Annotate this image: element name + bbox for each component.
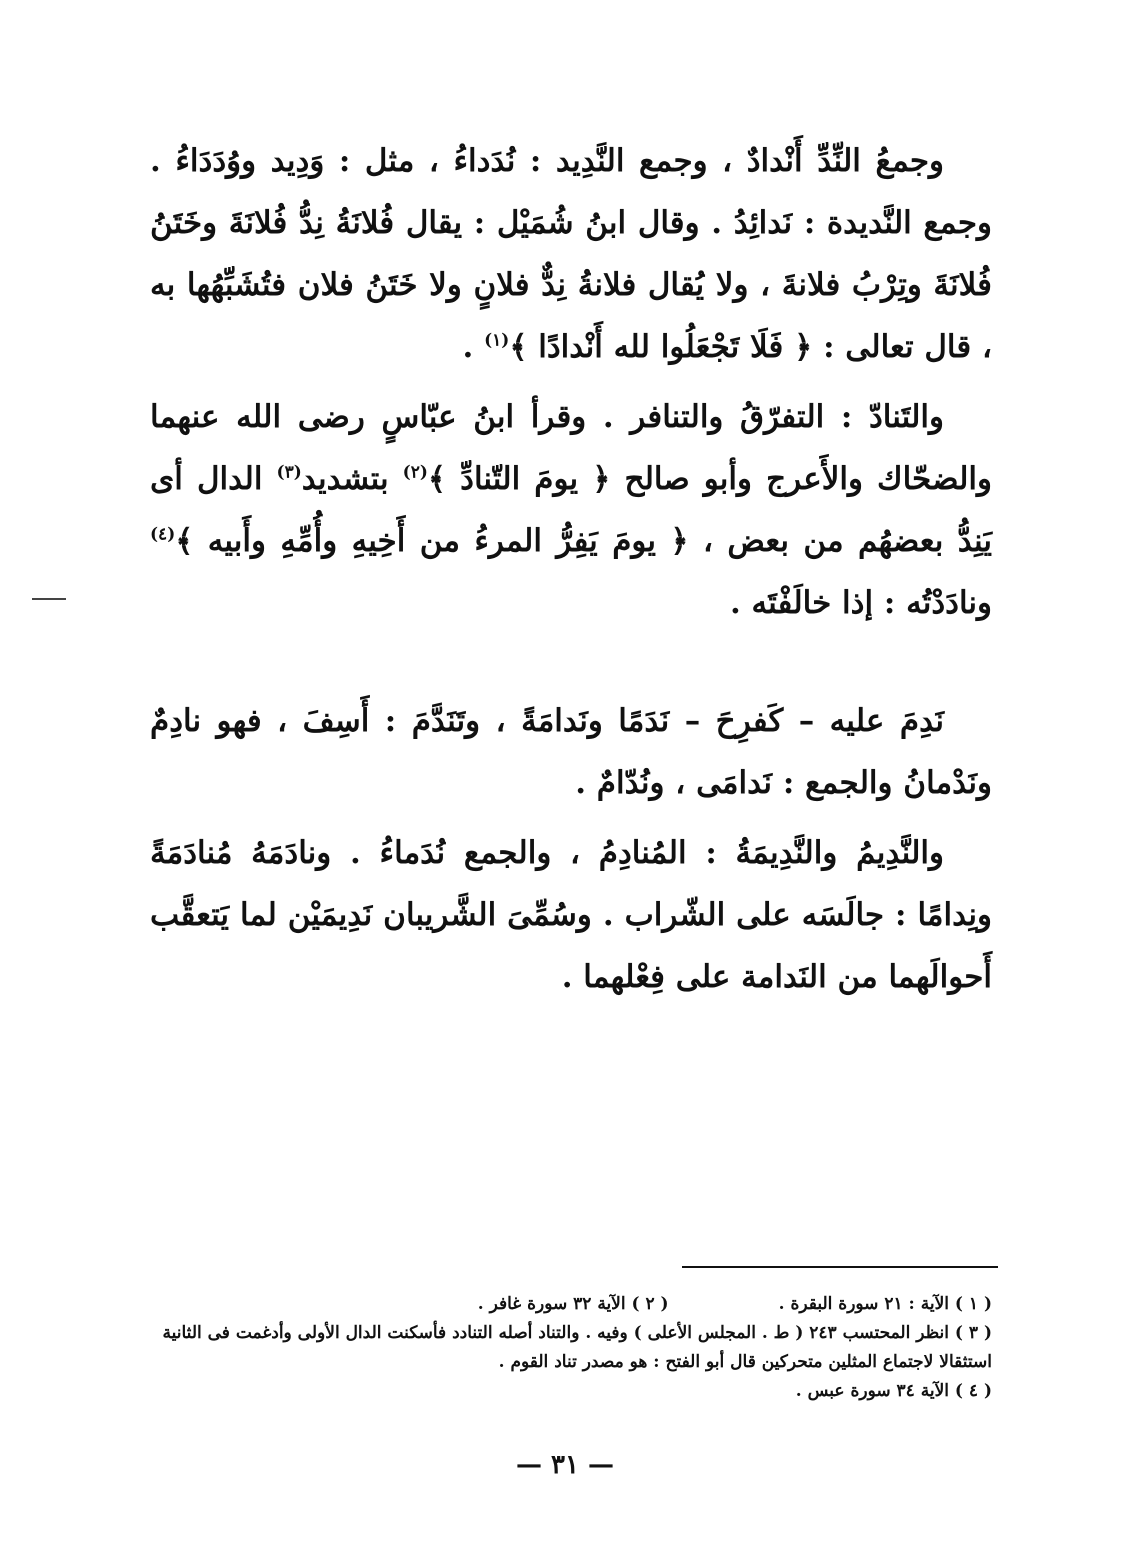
- paragraph-text: والتَنادّ : التفرّقُ والتنافر . وقرأ ابنُ عبّاسٍ رضى الله عنهما والضحّاك والأَعرج وأبو صالح ﴿ يومَ التّنادِّ ﴾: [150, 399, 992, 497]
- footnote-ref-1: (١): [484, 330, 510, 351]
- footnote-1: ( ١ ) الآية : ٢١ سورة البقرة .: [778, 1294, 992, 1314]
- footnote-3-line-1: ( ٣ ) انظر المحتسب ٢٤٣ ( ط . المجلس الأعلى ) وفيه . والتناد أصله التنادد فأسكنت الدال الأولى وأدغمت فى الثانية: [162, 1323, 992, 1343]
- footnote-4: ( ٤ ) الآية ٣٤ سورة عبس .: [795, 1381, 992, 1401]
- footnote-2: ( ٢ ) الآية ٣٢ سورة غافر .: [477, 1294, 669, 1314]
- footnote-line-1: [140, 1290, 992, 1319]
- text-block-root-n-d-d: [150, 130, 992, 642]
- footnote-3-line-2: استثقالا لاجتماع المثلين متحركين قال أبو الفتح : هو مصدر تناد القوم .: [498, 1352, 992, 1372]
- footnote-ref-3: (٣): [276, 462, 302, 483]
- footnote-ref-4: (٤): [150, 524, 176, 545]
- paragraph-text-end: .: [462, 329, 485, 365]
- text-block-root-n-d-m: [150, 690, 992, 1016]
- footnote-separator: [682, 1266, 998, 1268]
- paragraph-text: ونادَدْتُه : إذا خالَفْتَه .: [729, 585, 992, 621]
- paragraph-nadima: نَدِمَ عليه – كَفرِحَ – نَدَمًا ونَدامَةً ، وتَنَدَّمَ : أَسِفَ ، فهو نادِمٌ ونَدْمانُ والجمع : نَدامَى ، ونُدّامٌ .: [150, 703, 992, 801]
- paragraph-text: بتشديد: [301, 461, 403, 497]
- paragraph-text: الدال أى يَنِدُّ بعضهُم من بعض ، ﴿ يومَ يَفِرُّ المرءُ من أَخِيهِ وأُمِّهِ وأَبيه ﴾: [150, 461, 992, 559]
- page-number: — ٣١ —: [515, 1450, 615, 1480]
- paragraph-nadim: والنَّدِيمُ والنَّدِيمَةُ : المُنادِمُ ، والجمع نُدَماءُ . ونادَمَهُ مُنادَمَةً ونِدامًا : جالَسَه على الشّراب . وسُمِّىَ الشَّريبان نَدِيمَيْن لما يَتعقَّب أَحوالَهما من النَدامة على فِعْلهما .: [150, 835, 992, 995]
- paragraph-plural-forms: [150, 130, 992, 378]
- footnotes: [140, 1290, 992, 1406]
- footnote-ref-2: (٢): [402, 462, 428, 483]
- paragraph-tanadd: [150, 386, 992, 634]
- paragraph-text: وجمعُ النِّدِّ أَنْدادٌ ، وجمع النَّدِيد : نُدَداءُ ، مثل : وَدِيد ووُدَدَاءُ . وجمع النَّديدة : نَدائِدُ . وقال ابنُ شُمَيْل : يقال فُلانَةُ نِدُّ فُلانَةَ وخَتَنُ فُلانَةَ وتِرْبُ فلانةَ ، ولا يُقال فلانةُ نِدٌّ فلانٍ ولا خَتَنُ فلان فتُشَبِّهُها به ، قال تعالى : ﴿ فَلَا تَجْعَلُوا لله أَنْدادًا ﴾: [150, 143, 992, 365]
- margin-mark: [32, 598, 66, 600]
